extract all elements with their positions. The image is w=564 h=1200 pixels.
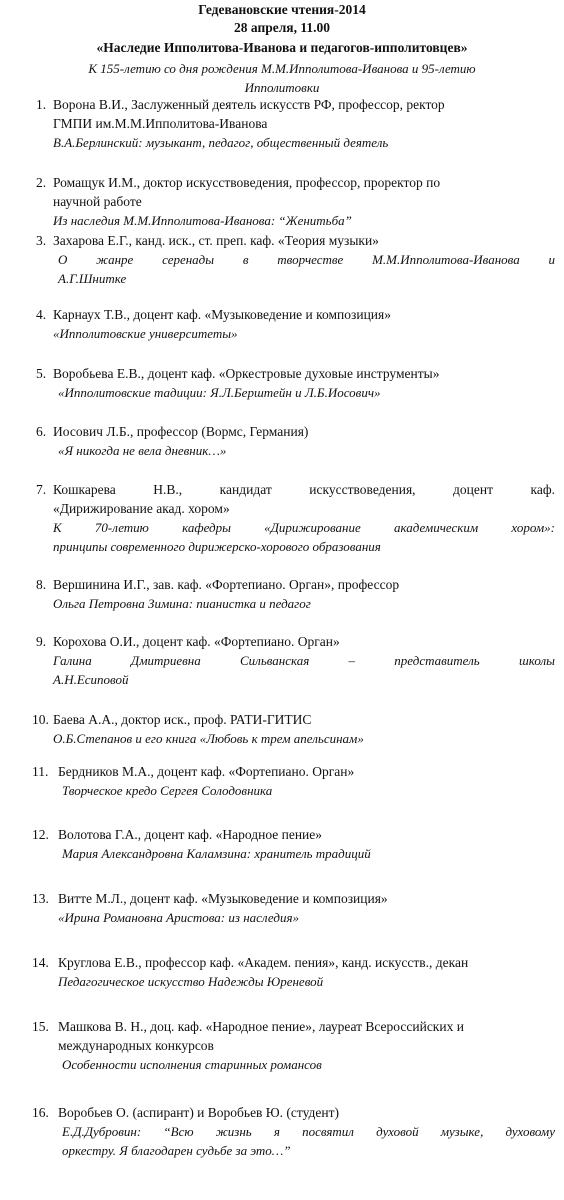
talk-title: В.А.Берлинский: музыкант, педагог, общественный деятель [53,135,389,150]
speaker-line: Машкова В. Н., доц. каф. «Народное пение», лауреат Всероссийских и [58,1019,464,1034]
talk-title: Педагогическое искусство Надежды Юреневой [58,974,324,989]
item-number: 10. [32,712,49,727]
item-number: 4. [36,307,47,322]
speaker-line: «Дирижирование акад. хором» [53,501,230,516]
speaker-line: Вершинина И.Г., зав. каф. «Фортепиано. Орган», профессор [53,577,400,592]
talk-title: О.Б.Степанов и его книга «Любовь к трем апельсинам» [53,731,364,746]
speaker-line: научной работе [53,194,142,209]
talk-title: «Я никогда не вела дневник…» [58,443,227,458]
item-number: 8. [36,577,47,592]
item-number: 14. [32,955,49,970]
talk-title: Мария Александровна Каламзина: хранитель традиций [62,846,371,861]
speaker-line: Корохова О.И., доцент каф. «Фортепиано. Орган» [53,634,340,649]
item-number: 3. [36,233,47,248]
speaker-line: Кошкарева Н.В., кандидат искусствоведения, доцент каф. [53,482,555,497]
item-number: 15. [32,1019,49,1034]
speaker-line: ГМПИ им.М.М.Ипполитова-Иванова [53,116,268,131]
talk-title: Ольга Петровна Зимина: пианистка и педагог [53,596,311,611]
speaker-line: Круглова Е.В., профессор каф. «Академ. пения», канд. искусств., декан [58,955,469,970]
talk-title: «Ипполитовские университеты» [53,326,238,341]
item-number: 9. [36,634,47,649]
talk-title: «Ипполитовские тадиции: Я.Л.Берштейн и Л.Б.Иосович» [58,385,381,400]
talk-title: принципы современного дирижерско-хорового образования [53,539,381,554]
talk-title: Е.Д.Дубровин: “Всю жизнь я посвятил духовой музыке, духовому [62,1124,555,1139]
talk-title: Творческое кредо Сергея Солодовника [62,783,273,798]
talk-title: А.Г.Шнитке [58,271,127,286]
talk-title: оркестру. Я благодарен судьбе за это…” [62,1143,291,1158]
talk-title: А.Н.Есиповой [53,672,129,687]
item-number: 6. [36,424,47,439]
item-number: 11. [32,764,49,779]
dedication-line-1: К 155-летию со дня рождения М.М.Ипполитова-Иванова и 95-летию [88,61,476,76]
talk-title: О жанре серенады в творчестве М.М.Ипполитова-Иванова и [58,252,555,267]
item-number: 1. [36,97,47,112]
speaker-line: Баева А.А., доктор иск., проф. РАТИ-ГИТИС [53,712,312,727]
speaker-line: Воробьев О. (аспирант) и Воробьев Ю. (студент) [58,1105,340,1120]
speaker-line: Воробьева Е.В., доцент каф. «Оркестровые духовые инструменты» [53,366,440,381]
event-title: Гедевановские чтения-2014 [198,2,366,17]
speaker-line: Ромащук И.М., доктор искусствоведения, профессор, проректор по [53,175,441,190]
item-number: 7. [36,482,47,497]
talk-title: Галина Дмитриевна Сильванская – представитель школы [53,653,555,668]
item-number: 12. [32,827,49,842]
speaker-line: Иосович Л.Б., профессор (Вормс, Германия) [53,424,309,439]
item-number: 13. [32,891,49,906]
event-theme: «Наследие Ипполитова-Иванова и педагогов-ипполитовцев» [96,40,468,55]
item-number: 5. [36,366,47,381]
dedication-line-2: Ипполитовки [244,80,320,95]
speaker-line: Бердников М.А., доцент каф. «Фортепиано. Орган» [58,764,355,779]
speaker-line: Ворона В.И., Заслуженный деятель искусств РФ, профессор, ректор [53,97,445,112]
talk-title: Особенности исполнения старинных романсов [62,1057,322,1072]
item-number: 2. [36,175,47,190]
talk-title: Из наследия М.М.Ипполитова-Иванова: “Женитьба” [53,213,352,228]
speaker-line: Витте М.Л., доцент каф. «Музыковедение и композиция» [58,891,388,906]
talk-title: «Ирина Романовна Аристова: из наследия» [58,910,299,925]
event-date: 28 апреля, 11.00 [234,20,330,35]
speaker-line: Волотова Г.А., доцент каф. «Народное пение» [58,827,323,842]
speaker-line: Карнаух Т.В., доцент каф. «Музыковедение и композиция» [53,307,391,322]
item-number: 16. [32,1105,49,1120]
talk-title: К 70-летию кафедры «Дирижирование академическим хором»: [53,520,555,535]
speaker-line: международных конкурсов [58,1038,214,1053]
speaker-line: Захарова Е.Г., канд. иск., ст. преп. каф. «Теория музыки» [53,233,379,248]
